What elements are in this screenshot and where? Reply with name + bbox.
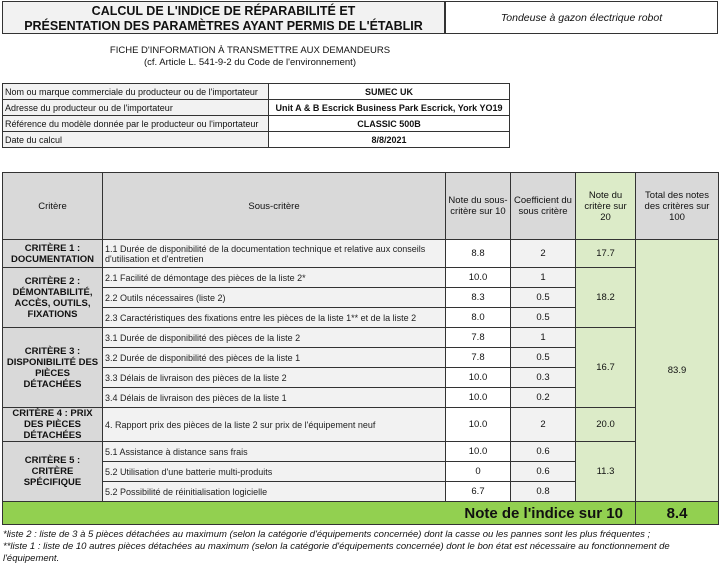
subcriterion-coef: 1 [511,328,576,348]
subcriterion-note: 10.0 [446,268,511,288]
subcriterion-label: 3.4 Délais de livraison des pièces de la liste 1 [103,388,446,408]
criterion-4-score: 20.0 [576,408,636,442]
subcriterion-coef: 2 [511,240,576,268]
criterion-2-name: CRITÈRE 2 : DÉMONTABILITÉ, ACCÈS, OUTILS, FIXATIONS [3,268,103,328]
footnotes [3,529,717,565]
subcriterion-note: 7.8 [446,348,511,368]
subcriterion-label: 2.3 Caractéristiques des fixations entre les pièces de la liste 1** et de la liste 2 [103,308,446,328]
title-line-1: CALCUL DE L'INDICE DE RÉPARABILITÉ ET [91,4,356,18]
subcriterion-label: 2.2 Outils nécessaires (liste 2) [103,288,446,308]
info-label: Référence du modèle donnée par le producteur ou l'importateur [3,116,269,132]
final-score-label: Note de l'indice sur 10 [3,502,636,525]
subcriterion-coef: 0.5 [511,288,576,308]
info-label: Nom ou marque commerciale du producteur ou de l'importateur [3,84,269,100]
subtitle-line-1: FICHE D'INFORMATION À TRANSMETTRE AUX DEMANDEURS [109,45,391,56]
subcriterion-note: 10.0 [446,388,511,408]
info-row [3,116,510,132]
subcriterion-label: 2.1 Facilité de démontage des pièces de la liste 2* [103,268,446,288]
subcriterion-coef: 1 [511,268,576,288]
subcriterion-note: 8.8 [446,240,511,268]
repairability-table [2,172,719,525]
subcriterion-note: 7.8 [446,328,511,348]
subcriterion-note: 10.0 [446,368,511,388]
producer-info-table [2,83,510,148]
subcriterion-note: 8.3 [446,288,511,308]
info-value: Unit A & B Escrick Business Park Escrick, York YO19 [269,100,510,116]
info-row [3,132,510,148]
total-score: 83.9 [636,240,719,502]
info-row [3,84,510,100]
subcriterion-label: 3.1 Durée de disponibilité des pièces de la liste 2 [103,328,446,348]
footnote-list-2: *liste 2 : liste de 3 à 5 pièces détachées au maximum (selon la catégorie d'équipements concernée) dont la casse ou les pannes sont les plus fréquentes ; [3,529,651,540]
criterion-1-name: CRITÈRE 1 : DOCUMENTATION [3,240,103,268]
header-total: Total des notes des critères sur 100 [636,173,719,240]
subcriterion-coef: 0.6 [511,442,576,462]
final-score-row [3,502,719,525]
criterion-5-name: CRITÈRE 5 : CRITÈRE SPÉCIFIQUE [3,442,103,502]
criterion-3-score: 16.7 [576,328,636,408]
subcriterion-coef: 0.2 [511,388,576,408]
header-note-critere: Note du critère sur 20 [576,173,636,240]
info-label: Date du calcul [3,132,269,148]
header-sous-critere: Sous-critère [103,173,446,240]
subcriterion-note: 10.0 [446,442,511,462]
subcriterion-label: 3.3 Délais de livraison des pièces de la liste 2 [103,368,446,388]
criterion-4-name: CRITÈRE 4 : PRIX DES PIÈCES DÉTACHÉES [3,408,103,442]
subcriterion-label: 5.2 Utilisation d'une batterie multi-produits [103,462,446,482]
header-coef: Coefficient du sous critère [511,173,576,240]
table-row [3,442,719,462]
table-row [3,240,719,268]
info-label: Adresse du producteur ou de l'importateur [3,100,269,116]
final-score-value: 8.4 [636,502,719,525]
subcriterion-note: 6.7 [446,482,511,502]
table-row [3,268,719,288]
criterion-5-score: 11.3 [576,442,636,502]
subcriterion-label: 4. Rapport prix des pièces de la liste 2 sur prix de l'équipement neuf [103,408,446,442]
subcriterion-note: 8.0 [446,308,511,328]
criterion-1-score: 17.7 [576,240,636,268]
subcriterion-note: 0 [446,462,511,482]
info-value: CLASSIC 500B [269,116,510,132]
subcriterion-label: 1.1 Durée de disponibilité de la documentation technique et relative aux conseils d'utilisation et d'entretien [103,240,446,268]
product-type: Tondeuse à gazon électrique robot [445,1,718,34]
header-critere: Critère [3,173,103,240]
header-note: Note du sous-critère sur 10 [446,173,511,240]
subtitle-line-2: (cf. Article L. 541-9-2 du Code de l'environnement) [144,57,356,68]
footnote-list-1: **liste 1 : liste de 10 autres pièces détachées au maximum (selon la catégorie d'équipements concernée) dont le bon état est nécessaire au fonctionnement de l'équipement. [3,541,670,564]
subcriterion-coef: 0.5 [511,348,576,368]
criterion-2-score: 18.2 [576,268,636,328]
subcriterion-note: 10.0 [446,408,511,442]
info-row [3,100,510,116]
subcriterion-coef: 0.6 [511,462,576,482]
subcriterion-label: 3.2 Durée de disponibilité des pièces de la liste 1 [103,348,446,368]
subcriterion-coef: 0.5 [511,308,576,328]
subcriterion-coef: 2 [511,408,576,442]
subcriterion-label: 5.2 Possibilité de réinitialisation logicielle [103,482,446,502]
table-row [3,408,719,442]
criterion-3-name: CRITÈRE 3 : DISPONIBILITÉ DES PIÈCES DÉTACHÉES [3,328,103,408]
subcriterion-coef: 0.8 [511,482,576,502]
title-line-2: PRÉSENTATION DES PARAMÈTRES AYANT PERMIS DE L'ÉTABLIR [24,19,423,33]
table-header-row [3,173,719,240]
table-row [3,328,719,348]
info-value: 8/8/2021 [269,132,510,148]
info-value: SUMEC UK [269,84,510,100]
subcriterion-label: 5.1 Assistance à distance sans frais [103,442,446,462]
subcriterion-coef: 0.3 [511,368,576,388]
form-title [2,1,445,34]
